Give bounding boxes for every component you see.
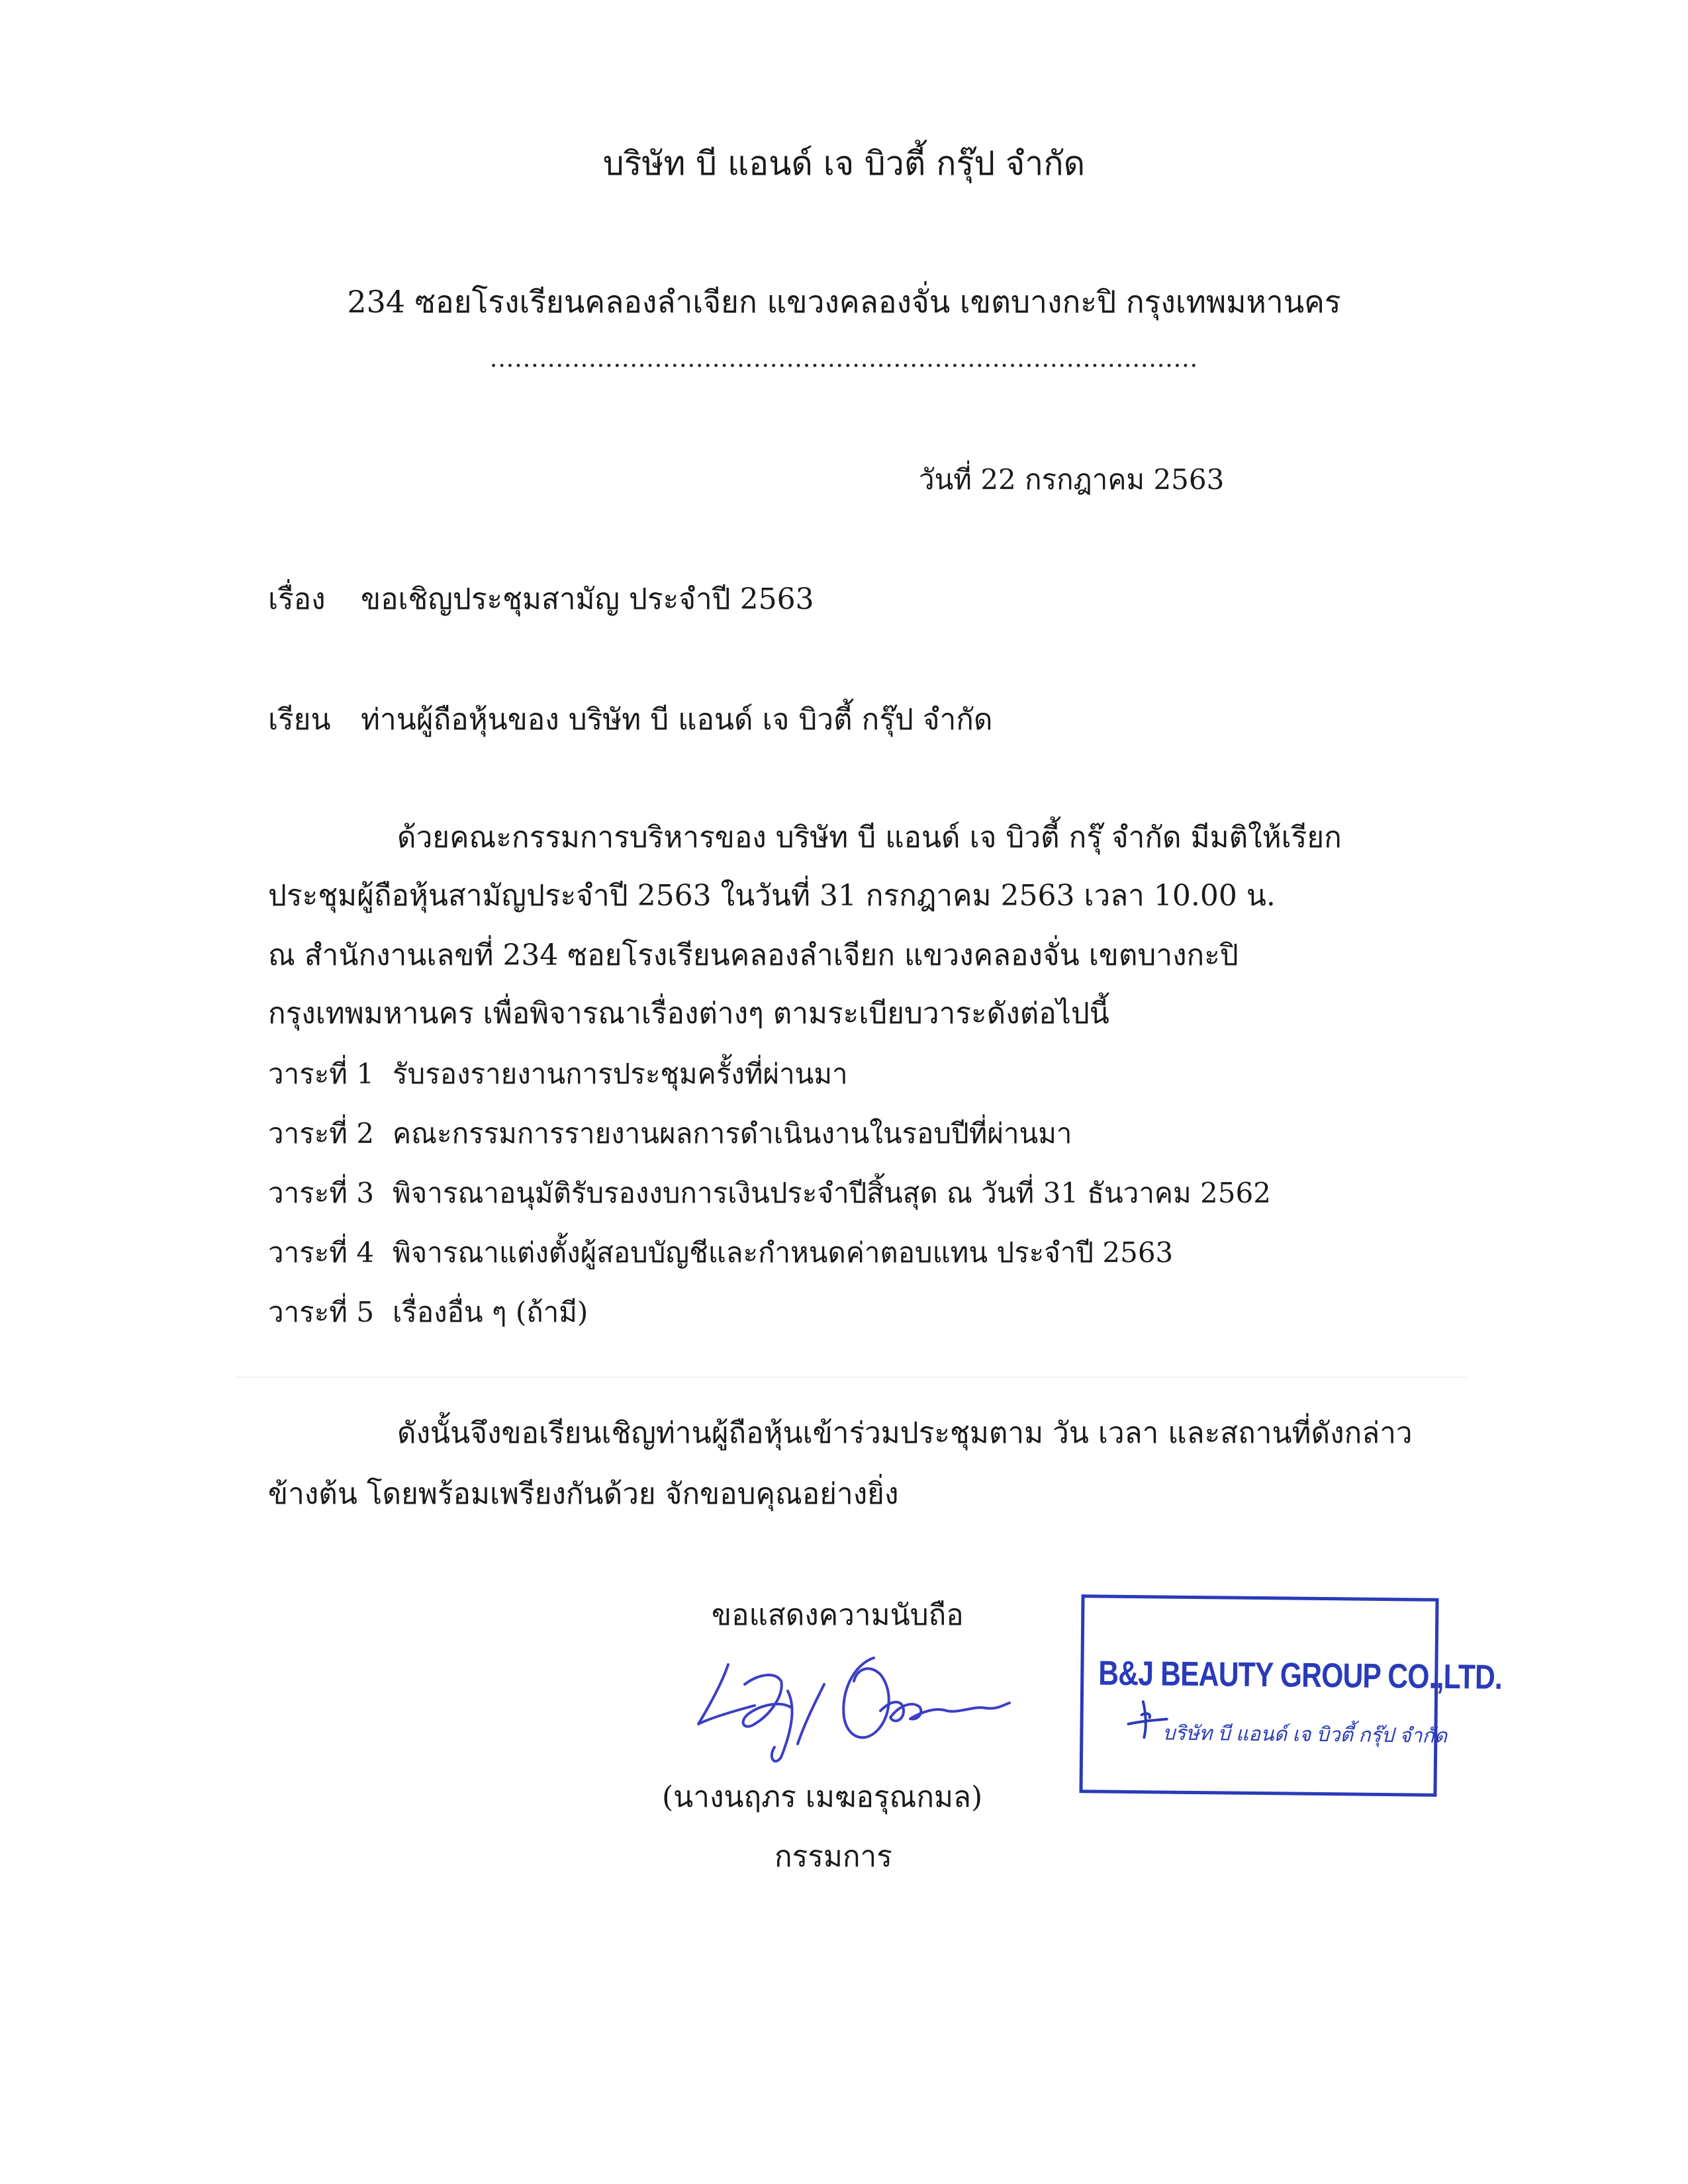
body-paragraph-line: กรุงเทพมหานคร เพื่อพิจารณาเรื่องต่างๆ ตามระเบียบวาระดังต่อไปนี้ <box>268 997 1109 1030</box>
agenda-number: วาระที่ 5 <box>268 1296 375 1328</box>
body-paragraph-line: ด้วยคณะกรรมการบริหารของ บริษัท บี แอนด์ เจ บิวตี้ กรุ๊ จำกัด มีมติให้เรียก <box>397 821 1342 854</box>
subject-line <box>268 576 814 622</box>
agenda-text: รับรองรายงานการประชุมครั้งที่ผ่านมา <box>393 1058 848 1090</box>
signer-position: กรรมการ <box>774 1840 892 1874</box>
handwritten-signature <box>682 1645 1013 1770</box>
stamp-company-en: B&J BEAUTY GROUP CO.,LTD. <box>1098 1654 1503 1697</box>
subject-text: ขอเชิญประชุมสามัญ ประจำปี 2563 <box>361 582 814 616</box>
scan-artifact-line <box>235 1377 1466 1378</box>
recipient-label: เรียน <box>268 703 331 737</box>
agenda-number: วาระที่ 4 <box>268 1236 375 1269</box>
agenda-number: วาระที่ 2 <box>268 1117 375 1150</box>
recipient-text: ท่านผู้ถือหุ้นของ บริษัท บี แอนด์ เจ บิวตี้ กรุ๊ป จำกัด <box>361 703 993 737</box>
recipient-line <box>268 696 993 743</box>
agenda-text: พิจารณาอนุมัติรับรองงบการเงินประจำปีสิ้นสุด ณ วันที่ 31 ธันวาคม 2562 <box>393 1177 1271 1209</box>
agenda-item <box>268 1052 848 1096</box>
subject-label: เรื่อง <box>268 582 326 616</box>
company-stamp <box>1079 1594 1503 1797</box>
agenda-text: คณะกรรมการรายงานผลการดำเนินงานในรอบปีที่ผ่านมา <box>393 1117 1072 1150</box>
agenda-text: เรื่องอื่น ๆ (ถ้ามี) <box>393 1296 588 1328</box>
dotted-separator: ...................................................................................... <box>489 345 1199 373</box>
agenda-item <box>268 1291 588 1334</box>
agenda-number: วาระที่ 3 <box>268 1177 375 1209</box>
agenda-text: พิจารณาแต่งตั้งผู้สอบบัญชีและกำหนดค่าตอบแทน ประจำปี 2563 <box>393 1236 1174 1269</box>
body-paragraph-line: ณ สำนักงานเลขที่ 234 ซอยโรงเรียนคลองลำเจียก แขวงคลองจั่น เขตบางกะปิ <box>268 938 1239 972</box>
agenda-item <box>268 1171 1271 1215</box>
agenda-item <box>268 1231 1173 1275</box>
closing-phrase: ขอแสดงความนับถือ <box>712 1598 964 1632</box>
invitation-line: ดังนั้นจึงขอเรียนเชิญท่านผู้ถือหุ้นเข้าร่วมประชุมตาม วัน เวลา และสถานที่ดังกล่าว <box>397 1416 1413 1450</box>
invitation-line: ข้างต้น โดยพร้อมเพรียงกันด้วย จักขอบคุณอย่างยิ่ง <box>268 1477 899 1511</box>
stamp-company-th: บริษัท บี แอนด์ เจ บิวตี้ กรุ๊ป จำกัด <box>1162 1722 1448 1747</box>
signer-name: (นางนฤภร เมฆอรุณกมล) <box>662 1780 983 1814</box>
agenda-number: วาระที่ 1 <box>268 1058 375 1090</box>
body-paragraph-line: ประชุมผู้ถือหุ้นสามัญประจำปี 2563 ในวันที่ 31 กรกฎาคม 2563 เวลา 10.00 น. <box>268 879 1276 913</box>
company-address: 234 ซอยโรงเรียนคลองลำเจียก แขวงคลองจั่น เขตบางกะปิ กรุงเทพมหานคร <box>347 284 1341 320</box>
letter-date: วันที่ 22 กรกฎาคม 2563 <box>919 463 1225 496</box>
agenda-item <box>268 1112 1072 1156</box>
company-title: บริษัท บี แอนด์ เจ บิวตี้ กรุ๊ป จำกัด <box>602 144 1086 183</box>
